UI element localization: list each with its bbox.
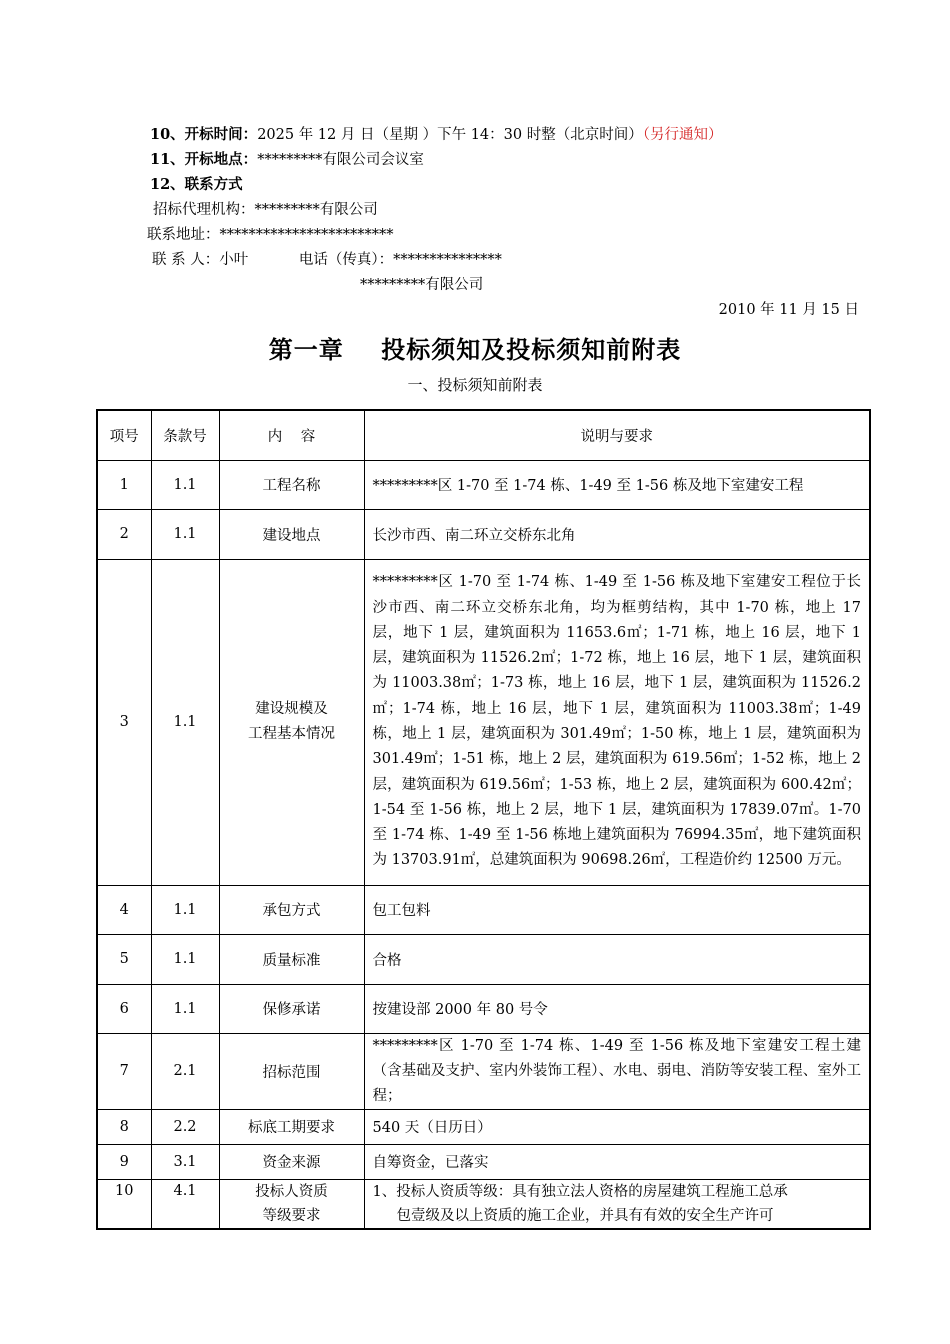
row-desc-line1: 1、投标人资质等级：具有独立法人资格的房屋建筑工程施工总承 (372, 1183, 788, 1200)
row-item-line1: 投标人资质 (255, 1183, 328, 1200)
row-item: 保修承诺 (219, 984, 364, 1033)
row-clause: 1.1 (151, 934, 219, 984)
row-item: 建设地点 (219, 509, 364, 559)
row-desc: 540 天（日历日） (364, 1109, 870, 1144)
bid-instructions-table (96, 409, 871, 1230)
row-item (219, 1179, 364, 1229)
opening-time-line (150, 125, 722, 145)
row-clause: 2.1 (151, 1033, 219, 1109)
header-content: 内 容 (219, 410, 364, 460)
row-item-line2: 等级要求 (262, 1207, 321, 1224)
row-item: 承包方式 (219, 885, 364, 934)
table-row (97, 1179, 870, 1229)
opening-place-value: *********有限公司会议室 (257, 152, 424, 168)
row-no: 5 (97, 934, 151, 984)
header-requirements: 说明与要求 (364, 410, 870, 460)
row-item: 资金来源 (219, 1144, 364, 1179)
row-clause: 4.1 (151, 1179, 219, 1229)
address-line: 联系地址：************************ (147, 227, 394, 243)
row-item-line1: 建设规模及 (255, 701, 328, 717)
row-clause: 1.1 (151, 559, 219, 885)
row-desc: *********区 1-70 至 1-74 栋、1-49 至 1-56 栋及地下室建安工程土建（含基础及支护、室内外装饰工程）、水电、弱电、消防等安装工程、室外工程； (364, 1033, 870, 1109)
table-row (97, 934, 870, 984)
row-no: 10 (97, 1179, 151, 1229)
row-clause: 1.1 (151, 885, 219, 934)
row-no: 1 (97, 460, 151, 509)
row-desc (364, 1179, 870, 1229)
row-clause: 1.1 (151, 984, 219, 1033)
row-no: 2 (97, 509, 151, 559)
section-title: 一、投标须知前附表 (407, 376, 543, 394)
row-desc: *********区 1-70 至 1-74 栋、1-49 至 1-56 栋及地下室建安工程 (364, 460, 870, 509)
row-item (219, 559, 364, 885)
row-clause: 3.1 (151, 1144, 219, 1179)
table-row (97, 984, 870, 1033)
table-row (97, 1109, 870, 1144)
table-row (97, 559, 870, 885)
company-line: *********有限公司 (360, 277, 484, 293)
document-date: 2010 年 11 月 15 日 (718, 302, 859, 318)
row-desc: *********区 1-70 至 1-74 栋、1-49 至 1-56 栋及地下室建安工程位于长沙市西、南二环立交桥东北角，均为框剪结构，其中 1-70 栋，地上 17 层，地下 1 层，建筑面积为 11653.6㎡；1-71 栋，地上 16 层，地下 1 层，建筑面积为 11526.2㎡；1-72 栋，地上 16 层，地下 1 层，建筑面积为 11003.38㎡；1-73 栋，地上 16 层，地下 1 层，建筑面积为 11526.2㎡；1-74 栋，地上 16 层，地下 1 层，建筑面积为 11003.38㎡；1-49 栋，地上 1 层，建筑面积为 301.49㎡；1-50 栋，地上 1 层，建筑面积为 301.49㎡；1-51 栋，地上 2 层，建筑面积为 619.56㎡；1-52 栋，地上 2 层，建筑面积为 619.56㎡；1-53 栋，地上 2 层，建筑面积为 600.42㎡；1-54 至 1-56 栋，地上 2 层，地下 1 层，建筑面积为 17839.07㎡。1-70 至 1-74 栋、1-49 至 1-56 栋地上建筑面积为 76994.35㎡，地下建筑面积为 13703.91㎡，总建筑面积为 90698.26㎡，工程造价约 12500 万元。 (364, 559, 870, 885)
row-no: 6 (97, 984, 151, 1033)
row-no: 8 (97, 1109, 151, 1144)
table-row (97, 1144, 870, 1179)
table-row (97, 460, 870, 509)
row-item-line2: 工程基本情况 (248, 726, 335, 742)
row-item: 招标范围 (219, 1033, 364, 1109)
row-clause: 1.1 (151, 460, 219, 509)
table-header-row (97, 410, 870, 460)
row-desc: 按建设部 2000 年 80 号令 (364, 984, 870, 1033)
header-clause: 条款号 (151, 410, 219, 460)
row-desc: 长沙市西、南二环立交桥东北角 (364, 509, 870, 559)
table-row (97, 509, 870, 559)
opening-time-value: 2025 年 12 月 日（星期 ）下午 14：30 时整（北京时间） (257, 127, 643, 143)
table-row (97, 885, 870, 934)
row-no: 4 (97, 885, 151, 934)
agency-line: 招标代理机构：*********有限公司 (153, 202, 378, 218)
opening-time-note: （另行通知） (642, 127, 723, 143)
row-desc-line2: 包壹级及以上资质的施工企业，并具有有效的安全生产许可 (396, 1207, 774, 1224)
opening-place-label: 11、开标地点： (150, 151, 258, 168)
row-desc: 包工包料 (364, 885, 870, 934)
opening-place-line (150, 150, 424, 170)
row-desc: 合格 (364, 934, 870, 984)
row-clause: 1.1 (151, 509, 219, 559)
contact-heading: 12、联系方式 (150, 176, 243, 193)
row-item: 标底工期要求 (219, 1109, 364, 1144)
table-row (97, 1033, 870, 1109)
row-item: 质量标准 (219, 934, 364, 984)
row-no: 3 (97, 559, 151, 885)
opening-time-label: 10、开标时间： (150, 126, 258, 143)
row-desc: 自筹资金，已落实 (364, 1144, 870, 1179)
header-no: 项号 (97, 410, 151, 460)
row-clause: 2.2 (151, 1109, 219, 1144)
row-item: 工程名称 (219, 460, 364, 509)
row-no: 7 (97, 1033, 151, 1109)
contact-person-line: 联 系 人：小叶 电话（传真）：*************** (152, 252, 502, 268)
row-no: 9 (97, 1144, 151, 1179)
chapter-title: 第一章 投标须知及投标须知前附表 (268, 336, 682, 364)
